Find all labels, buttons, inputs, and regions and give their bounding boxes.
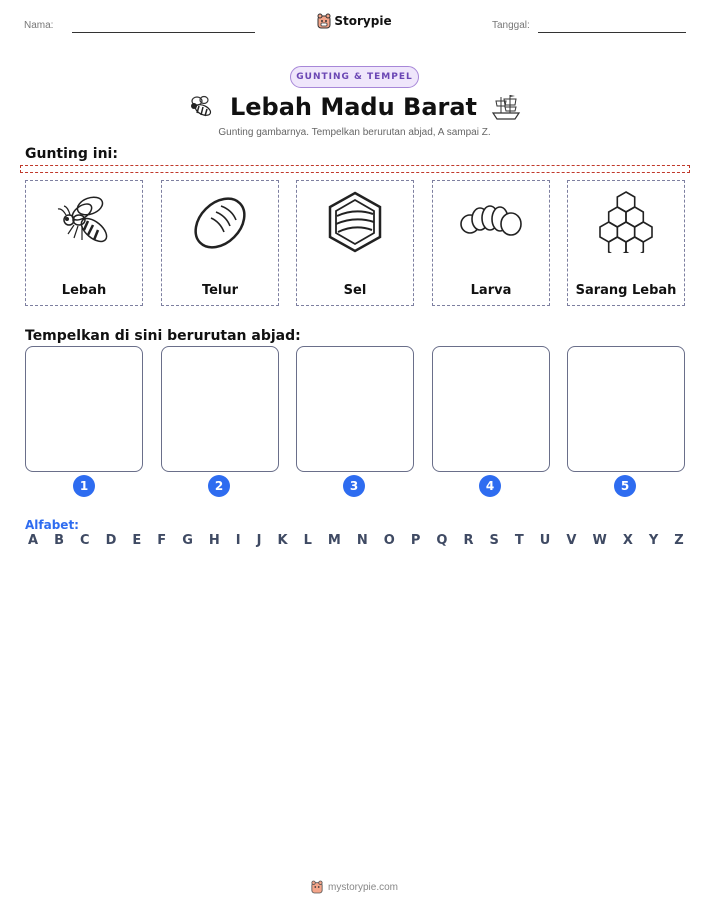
- alphabet-letter: I: [235, 533, 241, 548]
- date-line[interactable]: [538, 32, 686, 33]
- brand-name: Storypie: [334, 14, 392, 28]
- ship-icon: [491, 93, 521, 121]
- paste-slot-4[interactable]: [432, 346, 550, 472]
- slot-number-badge: 3: [343, 475, 365, 497]
- alphabet-letter: M: [327, 533, 341, 548]
- card-label: Lebah: [61, 283, 107, 298]
- bee-icon: [54, 192, 114, 252]
- alphabet-letter: K: [277, 533, 288, 548]
- alphabet-letter: Q: [436, 533, 448, 548]
- alphabet-letter: O: [383, 533, 395, 548]
- paste-slot-5[interactable]: [567, 346, 685, 472]
- card-label: Sel: [343, 283, 367, 298]
- name-line[interactable]: [72, 32, 255, 33]
- card-label: Telur: [201, 283, 239, 298]
- paste-slot-3[interactable]: [296, 346, 414, 472]
- alphabet-letter: H: [208, 533, 220, 548]
- alphabet-letter: E: [132, 533, 142, 548]
- storypie-mascot-icon: [311, 880, 323, 894]
- cut-card-telur[interactable]: [161, 180, 279, 306]
- alphabet-letter: N: [356, 533, 368, 548]
- alphabet-letter: J: [256, 533, 262, 548]
- footer-url: mystorypie.com: [327, 881, 398, 893]
- activity-badge: GUNTING & TEMPEL: [290, 66, 419, 88]
- alphabet-letter: S: [489, 533, 499, 548]
- cut-card-lebah[interactable]: [25, 180, 143, 306]
- honeycomb-icon: [593, 191, 659, 253]
- alphabet-letter: U: [539, 533, 551, 548]
- alphabet-letter: L: [303, 533, 312, 548]
- card-label: Larva: [470, 283, 512, 298]
- name-label: Nama:: [24, 20, 54, 31]
- storypie-mascot-icon: [317, 13, 331, 29]
- footer: [0, 880, 709, 894]
- alphabet-letter: Y: [648, 533, 659, 548]
- alphabet-letter: W: [592, 533, 607, 548]
- egg-icon: [188, 190, 252, 254]
- slot-number-badge: 1: [73, 475, 95, 497]
- alphabet-letter: Z: [674, 533, 684, 548]
- title-row: [0, 88, 709, 126]
- slot-number-badge: 2: [208, 475, 230, 497]
- hexagon-cell-icon: [323, 190, 387, 254]
- card-label: Sarang Lebah: [575, 283, 677, 298]
- alphabet-row: [28, 533, 684, 548]
- cut-section-label: Gunting ini:: [25, 146, 118, 162]
- paste-section-label: Tempelkan di sini berurutan abjad:: [25, 328, 301, 344]
- alphabet-label: Alfabet:: [25, 518, 79, 532]
- page-title: Lebah Madu Barat: [229, 93, 478, 121]
- cut-card-sel[interactable]: [296, 180, 414, 306]
- alphabet-letter: T: [514, 533, 524, 548]
- alphabet-letter: X: [622, 533, 633, 548]
- alphabet-letter: P: [410, 533, 421, 548]
- bee-icon: [188, 95, 216, 119]
- paste-slot-2[interactable]: [161, 346, 279, 472]
- date-label: Tanggal:: [492, 20, 530, 31]
- alphabet-letter: R: [463, 533, 474, 548]
- cut-card-larva[interactable]: [432, 180, 550, 306]
- alphabet-letter: A: [28, 533, 39, 548]
- slot-number-badge: 4: [479, 475, 501, 497]
- alphabet-letter: F: [157, 533, 167, 548]
- cut-card-sarang-lebah[interactable]: [567, 180, 685, 306]
- alphabet-letter: C: [80, 533, 90, 548]
- larva-icon: [458, 202, 524, 242]
- storypie-logo: [0, 13, 709, 29]
- alphabet-letter: D: [105, 533, 117, 548]
- instructions: Gunting gambarnya. Tempelkan berurutan abjad, A sampai Z.: [218, 127, 491, 138]
- alphabet-letter: B: [54, 533, 64, 548]
- cut-dashed-line: [20, 165, 690, 173]
- slot-number-badge: 5: [614, 475, 636, 497]
- paste-slot-1[interactable]: [25, 346, 143, 472]
- alphabet-letter: V: [566, 533, 577, 548]
- alphabet-letter: G: [182, 533, 193, 548]
